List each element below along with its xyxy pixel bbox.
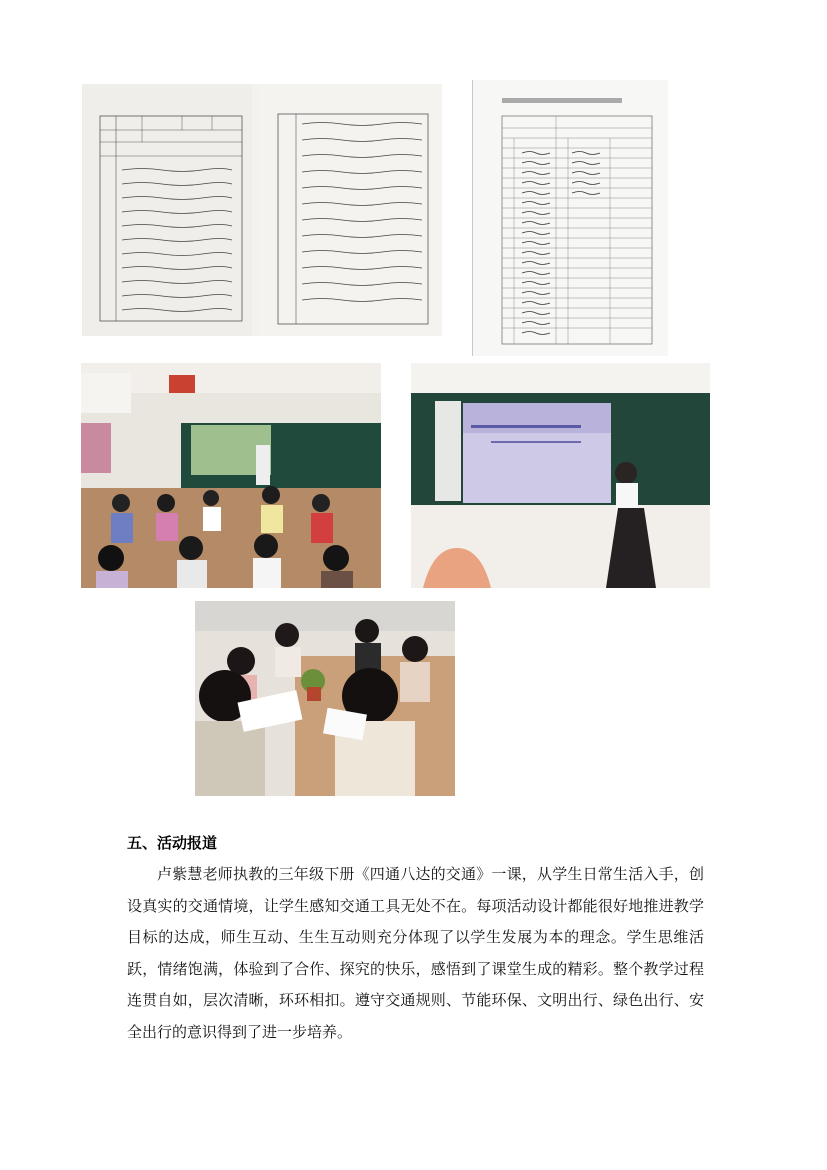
section-heading: 五、活动报道 — [127, 834, 218, 852]
teacher-presenting-photo — [411, 363, 710, 588]
scanned-record-form-image — [82, 84, 442, 336]
teachers-discussion-photo — [195, 601, 455, 796]
classroom-lesson-photo — [81, 363, 381, 588]
activity-report-paragraph: 卢紫慧老师执教的三年级下册《四通八达的交通》一课，从学生日常生活入手，创设真实的交通情境，让学生感知交通工具无处不在。每项活动设计都能很好地推进教学目标的达成，师生互动、生生互动则充分体现了以学生发展为本的理念。学生思维活跃，情绪饱满，体验到了合作、探究的快乐，感悟到了课堂生成的精彩。整个教学过程连贯自如，层次清晰，环环相扣。遵守交通规则、节能环保、文明出行、绿色出行、安全出行的意识得到了进一步培养。 — [127, 865, 704, 1041]
scanned-signin-sheet-image — [472, 80, 668, 356]
